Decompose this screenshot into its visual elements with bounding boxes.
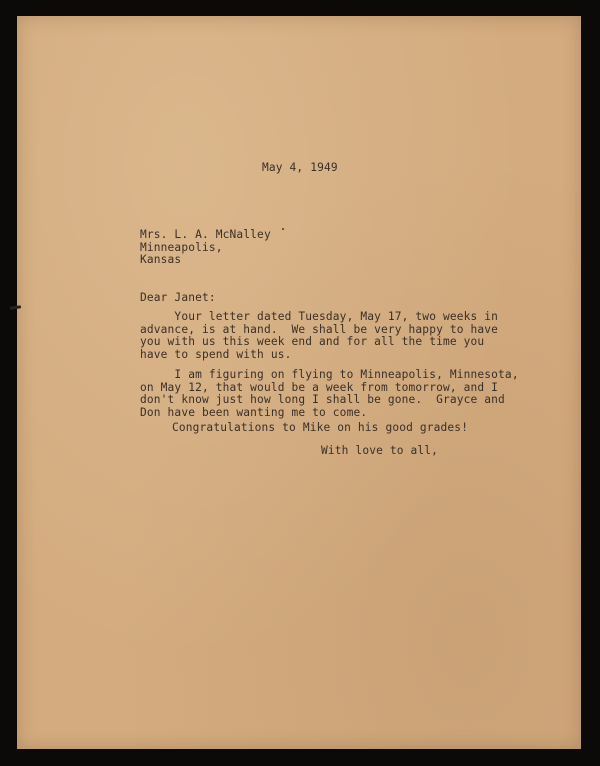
paragraph-line: advance, is at hand. We shall be very happy to have xyxy=(140,322,499,336)
paragraph-line: Don have been wanting me to come. xyxy=(140,405,368,419)
paragraph-2 xyxy=(140,369,519,419)
paragraph-line: don't know just how long I shall be gone. Grayce and xyxy=(140,393,505,407)
address-line: Minneapolis, xyxy=(140,240,223,254)
ink-speck xyxy=(282,228,284,230)
salutation: Dear Janet: xyxy=(140,291,216,304)
address-line: Mrs. L. A. McNalley xyxy=(140,228,271,241)
paragraph-line: have to spend with us. xyxy=(140,347,292,361)
congratulations-line: Congratulations to Mike on his good grades! xyxy=(172,421,469,434)
letter-date: May 4, 1949 xyxy=(262,161,338,174)
paragraph-line: Your letter dated Tuesday, May 17, two weeks in xyxy=(140,310,499,323)
paragraph-line: on May 12, that would be a week from tomorrow, and I xyxy=(140,380,499,394)
letter-page xyxy=(17,16,581,749)
paragraph-1 xyxy=(140,311,498,361)
closing-line: With love to all, xyxy=(321,444,439,457)
address-line: Kansas xyxy=(140,253,182,267)
paragraph-line: you with us this week end and for all the time you xyxy=(140,335,485,349)
paragraph-line: I am figuring on flying to Minneapolis, Minnesota, xyxy=(140,368,519,381)
recipient-address xyxy=(140,229,271,267)
